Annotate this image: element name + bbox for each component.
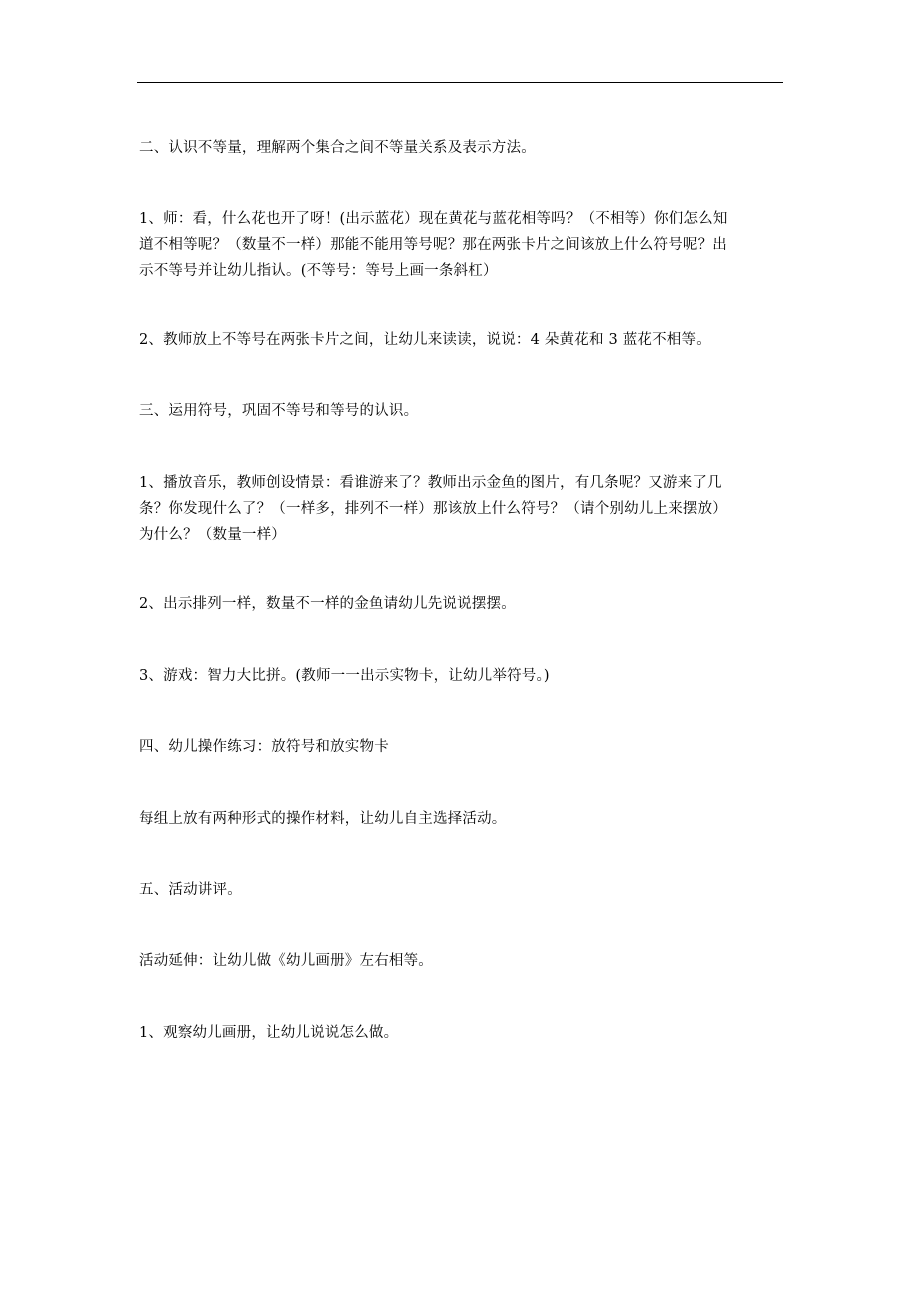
- paragraph-4-1: [139, 806, 799, 832]
- text-line: 四、幼儿操作练习：放符号和放实物卡: [139, 739, 389, 755]
- text-line: 示不等号并让幼儿指认。(不等号：等号上画一条斜杠）: [139, 263, 498, 279]
- text-line: 五、活动讲评。: [139, 882, 242, 898]
- header-rule: [137, 82, 783, 83]
- paragraph-2-1: [139, 206, 799, 284]
- text-line: 1、观察幼儿画册，让幼儿说说怎么做。: [139, 1025, 399, 1041]
- paragraph-2-2: [139, 327, 799, 353]
- paragraph-3-1: [139, 470, 799, 548]
- activity-extension: [139, 948, 799, 974]
- text-line: 2、出示排列一样，数量不一样的金鱼请幼儿先说说摆摆。: [139, 596, 516, 612]
- text-line: 条？你发现什么了？（一样多，排列不一样）那该放上什么符号？（请个别幼儿上来摆放）: [139, 501, 727, 517]
- paragraph-3-2: [139, 591, 799, 617]
- text-line: 活动延伸：让幼儿做《幼儿画册》左右相等。: [139, 953, 433, 969]
- text-line: 1、播放音乐，教师创设情景：看谁游来了？教师出示金鱼的图片，有几条呢？又游来了几: [139, 475, 722, 491]
- section-heading-3: [139, 398, 799, 424]
- section-heading-4: [139, 734, 799, 760]
- text-line: 三、运用符号，巩固不等号和等号的认识。: [139, 403, 419, 419]
- paragraph-3-3: [139, 663, 799, 689]
- text-line: 每组上放有两种形式的操作材料，让幼儿自主选择活动。: [139, 811, 507, 827]
- text-line: 二、认识不等量，理解两个集合之间不等量关系及表示方法。: [139, 140, 536, 156]
- text-line: 3、游戏：智力大比拼。(教师一一出示实物卡，让幼儿举符号。): [139, 668, 550, 684]
- section-heading-5: [139, 877, 799, 903]
- text-line: 2、教师放上不等号在两张卡片之间，让幼儿来读读，说说：4 朵黄花和 3 蓝花不相等。: [139, 332, 711, 348]
- section-heading-2: [139, 135, 799, 161]
- text-line: 1、师：看，什么花也开了呀！(出示蓝花）现在黄花与蓝花相等吗？（不相等）你们怎么知: [139, 211, 728, 227]
- text-line: 为什么？（数量一样）: [139, 527, 286, 543]
- text-line: 道不相等呢？（数量不一样）那能不能用等号呢？那在两张卡片之间该放上什么符号呢？出: [139, 237, 727, 253]
- paragraph-ext-1: [139, 1020, 799, 1046]
